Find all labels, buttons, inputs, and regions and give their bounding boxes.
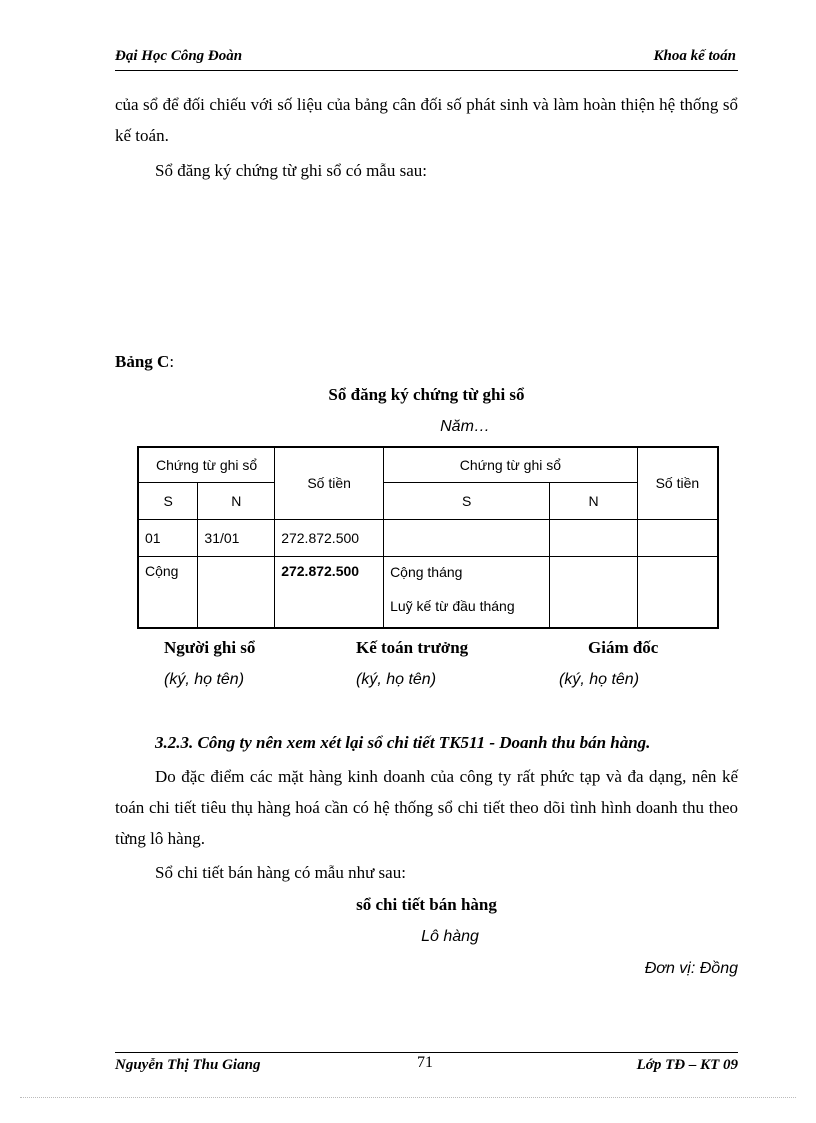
header-s-right: S <box>384 482 550 519</box>
total-n <box>198 556 275 628</box>
signature-note-recorder: (ký, họ tên) <box>164 671 245 688</box>
signature-note-director: (ký, họ tên) <box>559 671 640 688</box>
header-ctgs-left: Chứng từ ghi sổ <box>138 447 275 482</box>
row1-s: 01 <box>138 519 198 556</box>
table-row <box>138 519 718 556</box>
header-rule <box>115 70 738 71</box>
total-amount: 272.872.500 <box>275 556 384 628</box>
section-paragraph: Do đặc điểm các mặt hàng kinh doanh của công ty rất phức tạp và đa dạng, nên kế toán chi tiết tiêu thụ hàng hoá cần có hệ thống sổ chi tiết theo dõi tình hình doanh thu theo từng lô hàng. <box>115 767 738 848</box>
header-n-right: N <box>550 482 638 519</box>
header-amount-right: Số tiền <box>637 447 718 519</box>
header-ctgs-right: Chứng từ ghi sổ <box>384 447 638 482</box>
table-label <box>115 352 174 372</box>
row1-amount-right <box>637 519 718 556</box>
row1-ctgs-s <box>384 519 550 556</box>
page-number: 71 <box>417 1054 433 1071</box>
intro-paragraph: của sổ để đối chiếu với số liệu của bảng cân đối số phát sinh và làm hoàn thiện hệ thống sổ kế toán. <box>115 95 738 145</box>
intro-paragraph-2: Sổ đăng ký chứng từ ghi sổ có mẫu sau: <box>155 161 427 180</box>
header-faculty: Khoa kế toán <box>653 48 736 64</box>
footer-rule <box>115 1052 738 1053</box>
section-paragraph-2: Sổ chi tiết bán hàng có mẫu như sau: <box>155 863 406 882</box>
total-ctgs-n <box>550 556 638 628</box>
signature-role-director: Giám đốc <box>588 638 659 657</box>
register-year: Năm… <box>440 418 490 435</box>
signature-role-recorder: Người ghi sổ <box>164 638 256 657</box>
total-amount-right <box>637 556 718 628</box>
total-label: Cộng <box>138 556 198 628</box>
unit-label: Đơn vị: Đồng <box>644 960 738 977</box>
footer-author: Nguyễn Thị Thu Giang <box>115 1057 261 1073</box>
ledger-subtitle: Lô hàng <box>421 928 479 945</box>
row1-amount: 272.872.500 <box>275 519 384 556</box>
total-description <box>384 556 550 628</box>
signature-note-chief-accountant: (ký, họ tên) <box>356 671 437 688</box>
ledger-title: sổ chi tiết bán hàng <box>356 895 497 914</box>
register-table <box>137 446 719 629</box>
total-month-label: Cộng tháng <box>390 563 463 580</box>
page-border <box>20 1097 796 1098</box>
header-amount-left: Số tiền <box>275 447 384 519</box>
header-n-left: N <box>198 482 275 519</box>
register-title: Sổ đăng ký chứng từ ghi sổ <box>328 385 525 404</box>
header-school: Đại Học Công Đoàn <box>115 48 243 64</box>
header-s-left: S <box>138 482 198 519</box>
total-cumulative-label: Luỹ kế từ đầu tháng <box>390 597 515 614</box>
section-heading: 3.2.3. Công ty nên xem xét lại sổ chi tiết TK511 - Doanh thu bán hàng. <box>155 733 651 752</box>
footer-class: Lớp TĐ – KT 09 <box>636 1057 738 1073</box>
table-label-name: Bảng C <box>115 352 170 371</box>
signature-role-chief-accountant: Kế toán trưởng <box>356 638 469 657</box>
table-row-total <box>138 556 718 628</box>
table-label-suffix: : <box>169 352 175 371</box>
row1-ctgs-n <box>550 519 638 556</box>
row1-n: 31/01 <box>198 519 275 556</box>
